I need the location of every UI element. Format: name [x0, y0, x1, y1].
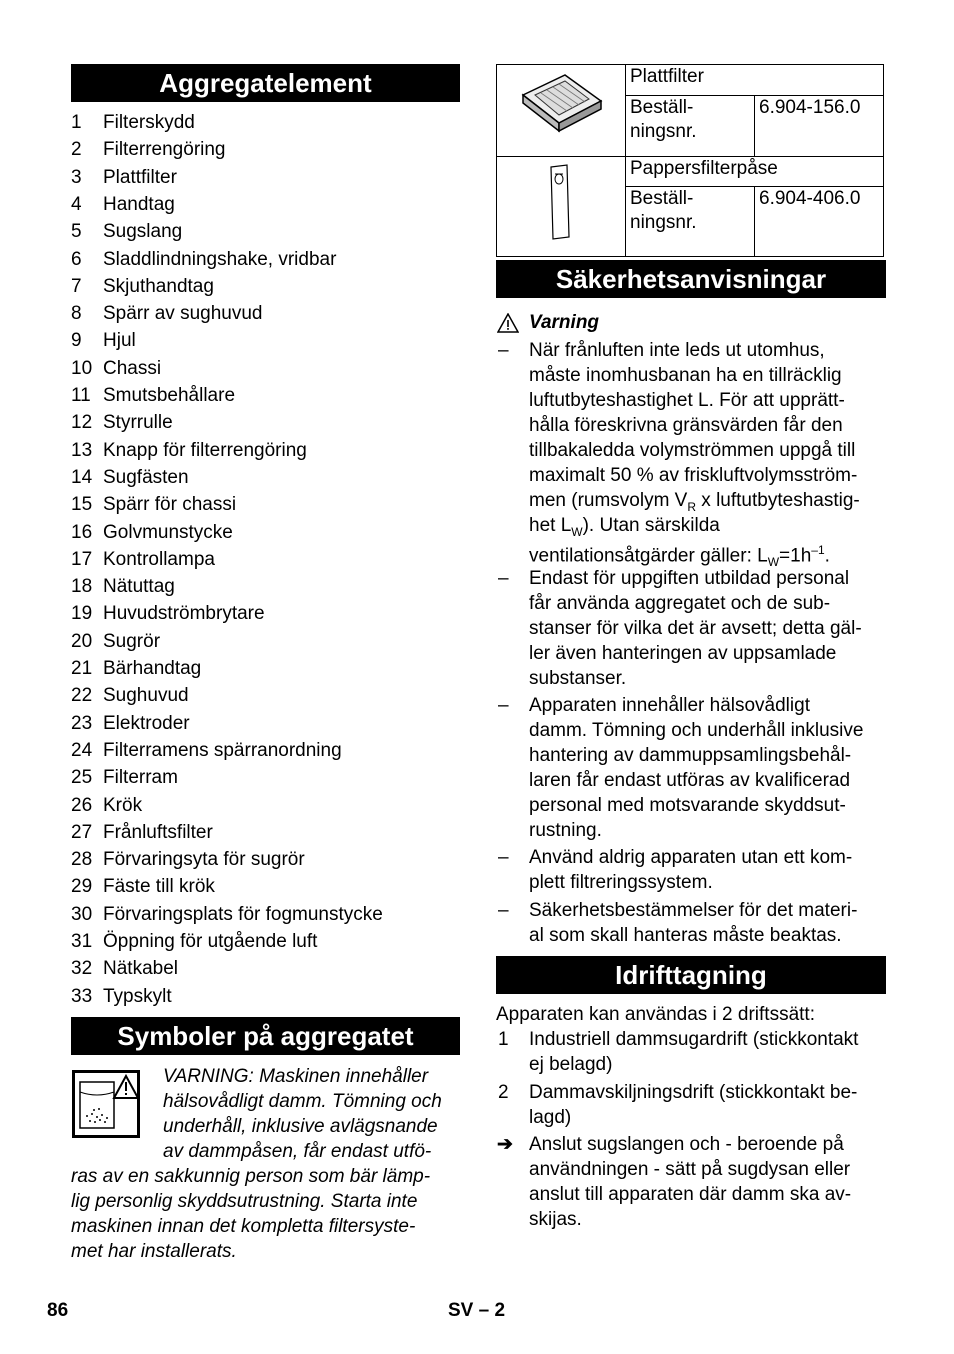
list-item	[71, 358, 161, 380]
list-item	[71, 767, 178, 789]
bullet-line: Endast för uppgiften utbildad personal	[529, 568, 850, 589]
bullet-line: tillbakaledda volymströmmen uppgå till	[529, 440, 856, 461]
mode-number: 2	[498, 1082, 509, 1103]
list-item	[71, 249, 336, 271]
accessory-image-cell	[497, 65, 626, 157]
list-item	[71, 221, 182, 243]
bullet-line: substanser.	[529, 668, 627, 689]
list-item	[71, 276, 214, 298]
item-number: 23	[71, 712, 93, 734]
paper-filter-bag-icon	[497, 157, 625, 249]
list-item	[71, 849, 305, 871]
bullet-dash: –	[498, 695, 509, 716]
item-number: 22	[71, 685, 93, 707]
mode-line: ej belagd)	[529, 1054, 613, 1075]
mode-number: 1	[498, 1029, 509, 1050]
item-number: 20	[71, 630, 93, 652]
item-number: 8	[71, 303, 82, 325]
footer-lang: SV – 2	[448, 1300, 506, 1321]
heading-symboler: Symboler på aggregatet	[71, 1017, 460, 1055]
list-item	[71, 904, 383, 926]
accessory-image-cell	[497, 157, 626, 257]
item-label: Förvaringsplats för fogmunstycke	[103, 903, 383, 925]
item-label: Plattfilter	[103, 166, 177, 188]
bullet-line: damm. Tömning och underhåll inklusive	[529, 720, 864, 741]
item-label: Smutsbehållare	[103, 385, 236, 406]
step-line: användningen - sätt på sugdysan eller	[529, 1159, 851, 1180]
symbol-text-line: met har installerats.	[71, 1241, 237, 1262]
list-item	[71, 112, 195, 134]
symbol-text-line: VARNING: Maskinen innehåller	[163, 1066, 429, 1087]
list-item	[71, 986, 172, 1008]
item-label: Elektroder	[103, 712, 190, 734]
item-label: Styrrulle	[103, 412, 173, 434]
dust-warning-symbol-icon	[72, 1070, 140, 1138]
item-number: 11	[71, 385, 91, 406]
item-number: 19	[71, 603, 93, 625]
list-item	[71, 522, 233, 544]
item-number: 9	[71, 330, 82, 352]
symbol-text-line: underhåll, inklusive avlägsnande	[163, 1116, 438, 1137]
list-item	[71, 603, 265, 625]
item-label: Förvaringsyta för sugrör	[103, 849, 305, 871]
order-number-value: 6.904-156.0	[755, 96, 884, 157]
item-label: Filterramens spärranordning	[103, 739, 342, 761]
bullet-line: plett filtreringssystem.	[529, 872, 713, 893]
bullet-line: ventilationsåtgärder gäller: $L_W=1h^{-1}$.	[529, 543, 830, 570]
item-label: Hjul	[103, 330, 136, 352]
list-item	[71, 713, 190, 735]
item-label: Handtag	[103, 193, 175, 215]
warning-triangle-icon	[497, 313, 519, 338]
symbol-text-line: av dammpåsen, får endast utfö-	[163, 1141, 432, 1162]
bullet-line: måste inomhusbanan ha en tillräcklig	[529, 365, 842, 386]
bullet-line: laren får endast utföras av kvalificerad	[529, 770, 851, 791]
list-item	[71, 958, 178, 980]
list-item	[71, 440, 307, 462]
bullet-dash: –	[498, 900, 509, 921]
item-label: Huvudströmbrytare	[103, 603, 265, 625]
item-number: 26	[71, 794, 93, 816]
list-item	[71, 685, 189, 707]
item-label: Sughuvud	[103, 685, 189, 707]
item-number: 18	[71, 576, 93, 598]
list-item	[71, 467, 189, 489]
item-label: Filterskydd	[103, 112, 195, 133]
step-line: skijas.	[529, 1209, 582, 1230]
item-number: 13	[71, 439, 93, 461]
bullet-line: Säkerhetsbestämmelser för det materi-	[529, 900, 858, 921]
bullet-dash: –	[498, 568, 509, 589]
item-number: 15	[71, 494, 93, 516]
startup-intro: Apparaten kan användas i 2 driftssätt:	[496, 1004, 815, 1025]
symbol-text-line: lig personlig skyddsutrustning. Starta inte	[71, 1191, 418, 1212]
item-label: Fäste till krök	[103, 876, 215, 898]
heading-aggregatelement: Aggregatelement	[71, 64, 460, 102]
symbol-text-line: hälsovådligt damm. Tömning och	[163, 1091, 442, 1112]
item-number: 4	[71, 193, 82, 215]
item-number: 5	[71, 221, 82, 243]
list-item	[71, 494, 236, 516]
list-item	[71, 631, 160, 653]
list-item	[71, 876, 215, 898]
item-number: 28	[71, 849, 93, 871]
accessory-name: Plattfilter	[626, 65, 884, 96]
list-item	[71, 194, 175, 216]
list-item	[71, 931, 317, 953]
bullet-line: men (rumsvolym $V_R$ x luftutbyteshastig-	[529, 490, 860, 514]
item-label: Chassi	[103, 357, 162, 379]
arrow-right-icon: ➔	[497, 1134, 513, 1155]
item-label: Knapp för filterrengöring	[103, 439, 307, 461]
bullet-line: När frånluften inte leds ut utomhus,	[529, 340, 825, 361]
item-number: 29	[71, 876, 93, 898]
item-label: Sugrör	[103, 630, 161, 652]
item-label: Kontrollampa	[103, 548, 215, 570]
mode-line: Industriell dammsugardrift (stickkontakt	[529, 1029, 859, 1050]
item-label: Sugfästen	[103, 466, 189, 488]
item-label: Öppning för utgående luft	[103, 931, 318, 952]
order-number-value: 6.904-406.0	[755, 187, 884, 257]
bullet-line: luftutbyteshastighet L. För att upprätt-	[529, 390, 845, 411]
bullet-line: Apparaten innehåller hälsovådligt	[529, 695, 810, 716]
bullet-line: hantering av dammuppsamlingsbehål-	[529, 745, 852, 766]
list-item	[71, 795, 142, 817]
step-line: Anslut sugslangen och - beroende på	[529, 1134, 844, 1155]
item-number: 32	[71, 958, 93, 980]
accessory-name: Pappersfilterpåse	[626, 157, 884, 187]
page-number: 86	[47, 1300, 69, 1321]
item-number: 6	[71, 248, 82, 270]
item-label: Typskylt	[103, 985, 172, 1007]
heading-idrifttagning: Idrifttagning	[496, 956, 886, 994]
item-number: 25	[71, 767, 93, 789]
item-label: Spärr för chassi	[103, 494, 237, 516]
bullet-dash: –	[498, 340, 509, 361]
list-item	[71, 576, 175, 598]
bullet-line: får använda aggregatet och de sub-	[529, 593, 831, 614]
item-number: 7	[71, 275, 82, 297]
list-item	[71, 822, 213, 844]
item-label: Sladdlindningshake, vridbar	[103, 248, 337, 270]
order-number-label: Beställ- ningsnr.	[626, 96, 755, 157]
list-item	[71, 549, 215, 571]
list-item	[71, 385, 235, 407]
bullet-line: Använd aldrig apparaten utan ett kom-	[529, 847, 853, 868]
item-number: 3	[71, 166, 82, 188]
bullet-line: maximalt 50 % av friskluftvolymsström-	[529, 465, 858, 486]
item-number: 1	[71, 112, 82, 133]
item-label: Filterrengöring	[103, 139, 226, 161]
bullet-line: personal med motsvarande skyddsut-	[529, 795, 846, 816]
list-item	[71, 658, 201, 680]
item-label: Frånluftsfilter	[103, 821, 213, 843]
heading-sakerhetsanvisningar: Säkerhetsanvisningar	[496, 260, 886, 298]
item-number: 16	[71, 521, 93, 543]
symbol-text-line: maskinen innan det kompletta filtersyste-	[71, 1216, 416, 1237]
item-number: 30	[71, 903, 93, 925]
item-label: Sugslang	[103, 221, 183, 243]
item-label: Golvmunstycke	[103, 521, 233, 543]
bullet-line: het $L_W$). Utan särskilda	[529, 515, 720, 539]
list-item	[71, 330, 136, 352]
item-label: Nätkabel	[103, 958, 178, 980]
item-number: 2	[71, 139, 82, 161]
list-item	[71, 139, 226, 161]
bullet-line: hålla föreskrivna gränsvärden får den	[529, 415, 843, 436]
bullet-line: rustning.	[529, 820, 602, 841]
warning-label: Varning	[529, 312, 600, 333]
list-item	[71, 412, 173, 434]
list-item	[71, 167, 177, 189]
list-item	[71, 740, 342, 762]
bullet-dash: –	[498, 847, 509, 868]
item-number: 17	[71, 548, 93, 570]
item-number: 12	[71, 412, 93, 434]
bullet-line: al som skall hanteras måste beaktas.	[529, 925, 842, 946]
mode-line: Dammavskiljningsdrift (stickkontakt be-	[529, 1082, 858, 1103]
item-label: Filterram	[103, 767, 178, 789]
item-number: 27	[71, 821, 93, 843]
mode-line: lagd)	[529, 1107, 572, 1128]
symbol-text-line: ras av en sakkunnig person som bär lämp-	[71, 1166, 431, 1187]
list-item	[71, 303, 263, 325]
item-label: Spärr av sughuvud	[103, 303, 263, 325]
item-label: Skjuthandtag	[103, 275, 214, 297]
order-number-label: Beställ- ningsnr.	[626, 187, 755, 257]
flat-filter-icon	[497, 65, 625, 149]
item-label: Bärhandtag	[103, 658, 202, 679]
item-number: 24	[71, 739, 93, 761]
item-label: Krök	[103, 794, 143, 816]
bullet-line: stanser för vilka det är avsett; detta gäl-	[529, 618, 862, 639]
bullet-line: ler även hanteringen av uppsamlade	[529, 643, 837, 664]
item-number: 21	[71, 658, 93, 679]
item-number: 33	[71, 985, 93, 1007]
accessories-table	[496, 64, 884, 257]
item-number: 14	[71, 466, 93, 488]
item-number: 10	[71, 357, 93, 379]
step-line: anslut till apparaten där damm ska av-	[529, 1184, 852, 1205]
item-label: Nätuttag	[103, 576, 175, 598]
item-number: 31	[71, 931, 93, 952]
